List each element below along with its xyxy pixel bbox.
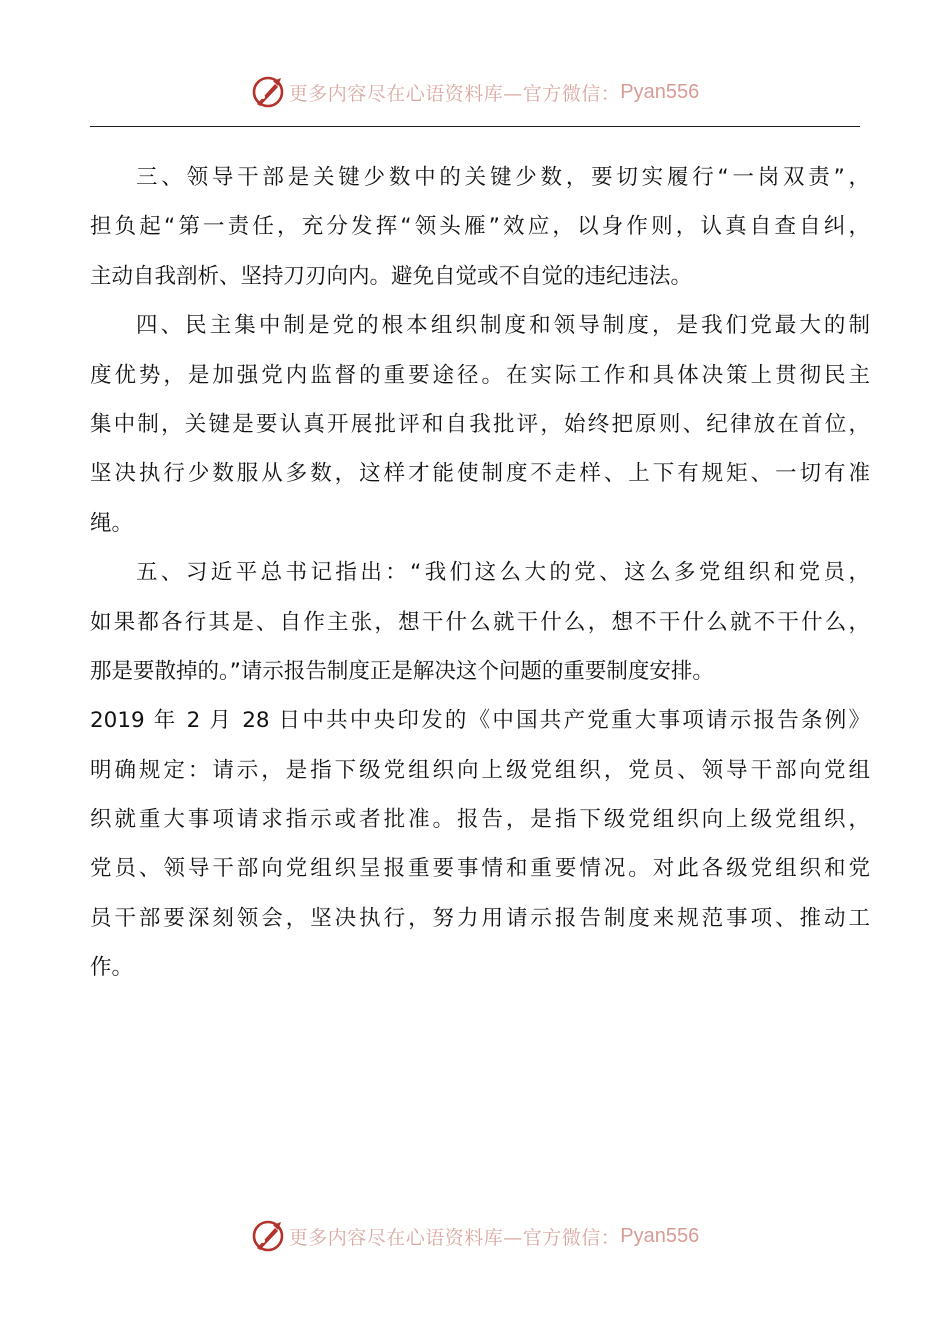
- pen-logo-icon: [251, 1219, 285, 1253]
- footer-banner: [0, 1214, 950, 1258]
- footer-banner-text: 更多内容尽在心语资料库—官方微信：: [288, 1226, 621, 1249]
- header-divider: [90, 126, 860, 127]
- body-line: 绳。: [90, 510, 134, 536]
- body-line: 坚决执行少数服从多数，这样才能使制度不走样、上下有规矩、一切有准: [90, 461, 870, 487]
- body-line: 主动自我剖析、坚持刀刃向内。避免自觉或不自觉的违纪违法。: [90, 263, 693, 289]
- body-line: 作。: [90, 955, 134, 981]
- pen-logo-icon: [251, 75, 285, 109]
- header-banner-text: 更多内容尽在心语资料库—官方微信：: [288, 82, 621, 105]
- body-line: 党员、领导干部向党组织呈报重要事情和重要情况。对此各级党组织和党: [90, 856, 870, 882]
- header-wechat-id: Pyan556: [620, 80, 700, 103]
- body-line: 如果都各行其是、自作主张，想干什么就干什么，想不干什么就不干什么，: [90, 609, 870, 635]
- body-line: 明确规定：请示，是指下级党组织向上级党组织，党员、领导干部向党组: [90, 757, 870, 783]
- body-line: 织就重大事项请求指示或者批准。报告，是指下级党组织向上级党组织，: [90, 807, 870, 833]
- document-body: [90, 153, 870, 993]
- header-banner: [0, 70, 950, 114]
- body-line: 担负起“第一责任，充分发挥“领头雁”效应，以身作则，认真自查自纠，: [90, 214, 870, 240]
- body-line: 集中制，关键是要认真开展批评和自我批评，始终把原则、纪律放在首位，: [90, 411, 870, 437]
- body-line: 三、领导干部是关键少数中的关键少数，要切实履行“一岗双责”，: [136, 165, 870, 190]
- body-line: 五、习近平总书记指出：“我们这么大的党、这么多党组织和党员，: [136, 560, 870, 586]
- body-line: 四、民主集中制是党的根本组织制度和领导制度，是我们党最大的制: [136, 313, 870, 339]
- body-line: 度优势，是加强党内监督的重要途径。在实际工作和具体决策上贯彻民主: [90, 362, 870, 388]
- body-line: 2019 年 2 月 28 日中共中央印发的《中国共产党重大事项请示报告条例》: [90, 708, 870, 734]
- footer-wechat-id: Pyan556: [620, 1224, 700, 1247]
- body-line: 员干部要深刻领会，坚决执行，努力用请示报告制度来规范事项、推动工: [90, 905, 870, 931]
- body-line: 那是要散掉的。”请示报告制度正是解决这个问题的重要制度安排。: [90, 658, 714, 684]
